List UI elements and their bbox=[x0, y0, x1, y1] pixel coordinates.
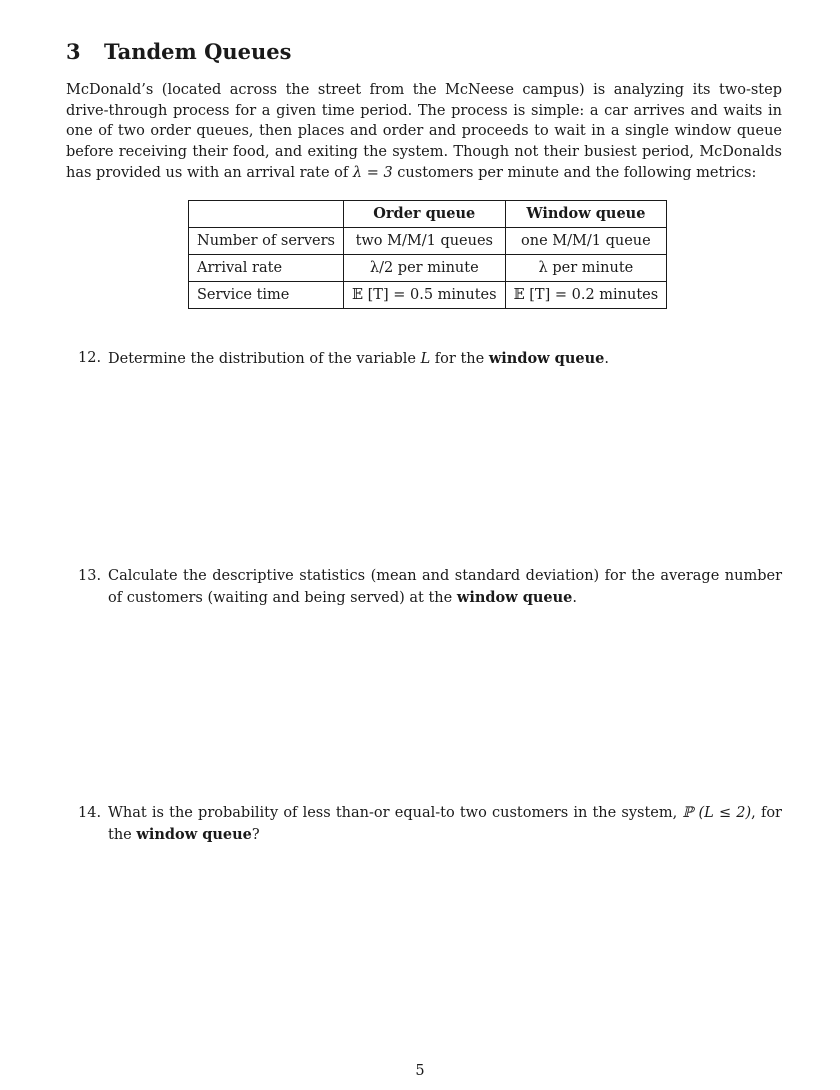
question-12-text-1: Determine the distribution of the variable bbox=[108, 351, 421, 367]
question-12 bbox=[78, 348, 782, 370]
intro-text-1: McDonald’s (located across the street from the McNeese campus) is analyzing its two-step drive-through process for a given time period. The process is simple: a car arrives and waits in one of two order queues, then places and order and proceeds to wait in a single window queue before receiving their food, and exiting the system. Though not their busiest period, McDonalds has provided us with an arrival rate of bbox=[66, 82, 782, 181]
question-text bbox=[108, 348, 782, 370]
row-label-number-of-servers: Number of servers bbox=[189, 228, 344, 255]
cell-window-service-time: 𝔼 [T] = 0.2 minutes bbox=[505, 282, 667, 309]
table-header-row bbox=[189, 201, 667, 228]
intro-paragraph bbox=[66, 80, 782, 184]
table-row bbox=[189, 228, 667, 255]
section-heading bbox=[66, 38, 291, 66]
question-text bbox=[108, 566, 782, 609]
question-13 bbox=[78, 566, 782, 609]
arrival-rate-math: λ = 3 bbox=[352, 164, 393, 181]
cell-order-service-time: 𝔼 [T] = 0.5 minutes bbox=[343, 282, 505, 309]
question-number: 13. bbox=[78, 568, 102, 584]
window-queue-emphasis: window queue bbox=[488, 350, 605, 367]
question-text bbox=[108, 803, 782, 846]
window-queue-emphasis: window queue bbox=[136, 826, 252, 843]
question-14-text-1: What is the probability of less than-or equal-to two customers in the system, bbox=[108, 805, 683, 821]
cell-window-arrival-rate: λ per minute bbox=[505, 255, 667, 282]
question-14-text-3: ? bbox=[251, 827, 260, 843]
page-number: 5 bbox=[415, 1063, 425, 1079]
cell-order-servers: two M/M/1 queues bbox=[343, 228, 505, 255]
table-header-order-queue: Order queue bbox=[343, 201, 505, 228]
question-13-text-2: . bbox=[572, 590, 577, 606]
cell-order-arrival-rate: λ/2 per minute bbox=[343, 255, 505, 282]
metrics-table bbox=[188, 200, 667, 309]
window-queue-emphasis: window queue bbox=[456, 589, 573, 606]
variable-l: L bbox=[420, 351, 431, 367]
question-14 bbox=[78, 803, 782, 846]
section-number: 3 bbox=[66, 39, 81, 64]
intro-text-2: customers per minute and the following metrics: bbox=[392, 164, 757, 181]
table-row bbox=[189, 255, 667, 282]
question-12-text-2: for the bbox=[430, 351, 489, 367]
question-number: 14. bbox=[78, 805, 102, 821]
row-label-arrival-rate: Arrival rate bbox=[189, 255, 344, 282]
probability-expression: ℙ (L ≤ 2) bbox=[682, 805, 752, 821]
cell-window-servers: one M/M/1 queue bbox=[505, 228, 667, 255]
table-corner-cell bbox=[189, 201, 344, 228]
section-title: Tandem Queues bbox=[104, 39, 292, 64]
question-number: 12. bbox=[78, 350, 102, 366]
table-row bbox=[189, 282, 667, 309]
table-header-window-queue: Window queue bbox=[505, 201, 667, 228]
question-14-text-2: , for the bbox=[108, 805, 782, 843]
question-13-text-1: Calculate the descriptive statistics (mean and standard deviation) for the average number of customers (waiting and being served) at the bbox=[108, 568, 782, 606]
row-label-service-time: Service time bbox=[189, 282, 344, 309]
question-12-text-3: . bbox=[604, 351, 609, 367]
